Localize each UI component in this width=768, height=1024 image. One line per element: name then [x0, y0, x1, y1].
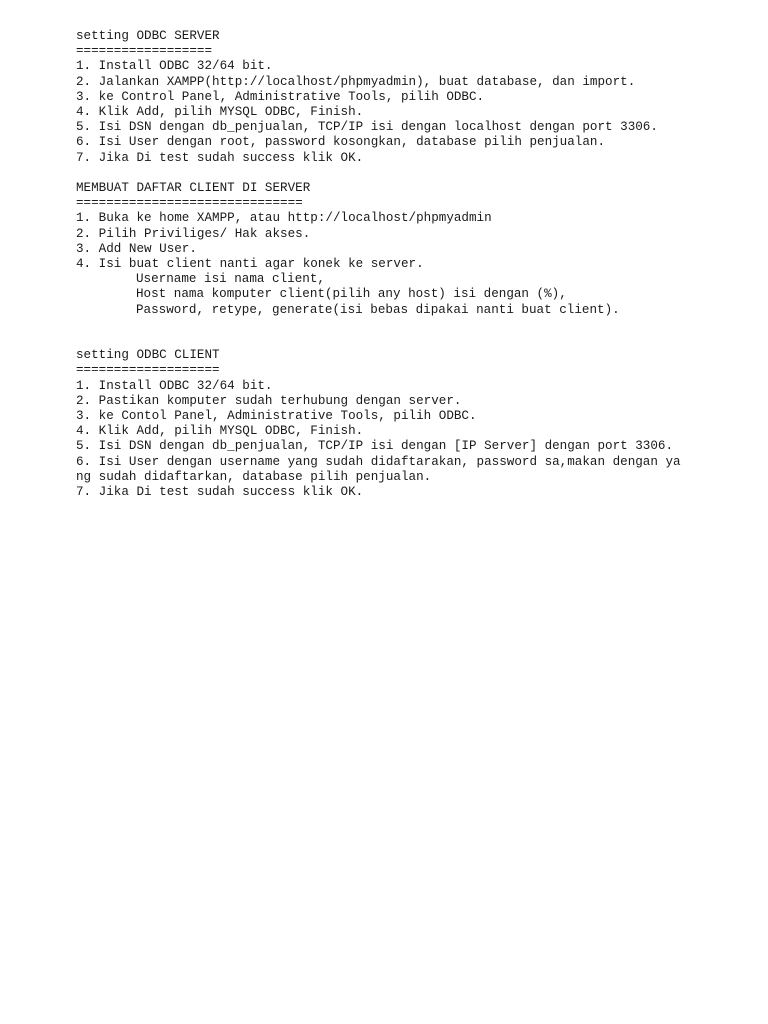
section-odbc-server [76, 29, 756, 166]
spacer [76, 318, 756, 348]
list-item: 4. Klik Add, pilih MYSQL ODBC, Finish. [76, 424, 364, 439]
section-rule: ============================== [76, 196, 303, 211]
list-item: 3. ke Control Panel, Administrative Tools, pilih ODBC. [76, 89, 485, 104]
list-item: 1. Buka ke home XAMPP, atau http://localhost/phpmyadmin [76, 211, 492, 226]
list-item: 6. Isi User dengan root, password kosongkan, database pilih penjualan. [76, 135, 606, 150]
list-item: 6. Isi User dengan username yang sudah didaftarakan, password sa,makan dengan ya [76, 454, 681, 469]
list-item: 4. Klik Add, pilih MYSQL ODBC, Finish. [76, 105, 364, 120]
sub-list-item: Password, retype, generate(isi bebas dipakai nanti buat client). [136, 302, 620, 317]
list-item: 3. Add New User. [76, 241, 197, 256]
list-item: 2. Jalankan XAMPP(http://localhost/phpmyadmin), buat database, dan import. [76, 74, 636, 89]
section-daftar-client [76, 181, 756, 318]
list-item: 5. Isi DSN dengan db_penjualan, TCP/IP isi dengan localhost dengan port 3306. [76, 120, 658, 135]
sub-list-item: Username isi nama client, [136, 272, 325, 287]
section-odbc-client [76, 348, 756, 500]
list-item: 3. ke Contol Panel, Administrative Tools, pilih ODBC. [76, 409, 477, 424]
sub-list-item: Host nama komputer client(pilih any host) isi dengan (%), [136, 287, 567, 302]
list-item: 1. Install ODBC 32/64 bit. [76, 59, 273, 74]
list-item: 5. Isi DSN dengan db_penjualan, TCP/IP isi dengan [IP Server] dengan port 3306. [76, 439, 674, 454]
section-title: MEMBUAT DAFTAR CLIENT DI SERVER [76, 181, 311, 196]
list-item: 2. Pastikan komputer sudah terhubung dengan server. [76, 393, 462, 408]
section-title: setting ODBC SERVER [76, 29, 220, 43]
list-item: 7. Jika Di test sudah success klik OK. [76, 485, 364, 500]
list-item: 2. Pilih Priviliges/ Hak akses. [76, 226, 311, 241]
list-item: 4. Isi buat client nanti agar konek ke server. [76, 257, 424, 272]
document-page [76, 29, 756, 500]
list-item: 1. Install ODBC 32/64 bit. [76, 378, 273, 393]
section-rule: =================== [76, 363, 220, 378]
list-item: 7. Jika Di test sudah success klik OK. [76, 150, 364, 165]
section-title: setting ODBC CLIENT [76, 348, 220, 363]
section-rule: ================== [76, 44, 213, 59]
spacer [76, 166, 756, 181]
list-item-continuation: ng sudah didaftarkan, database pilih penjualan. [76, 469, 432, 484]
